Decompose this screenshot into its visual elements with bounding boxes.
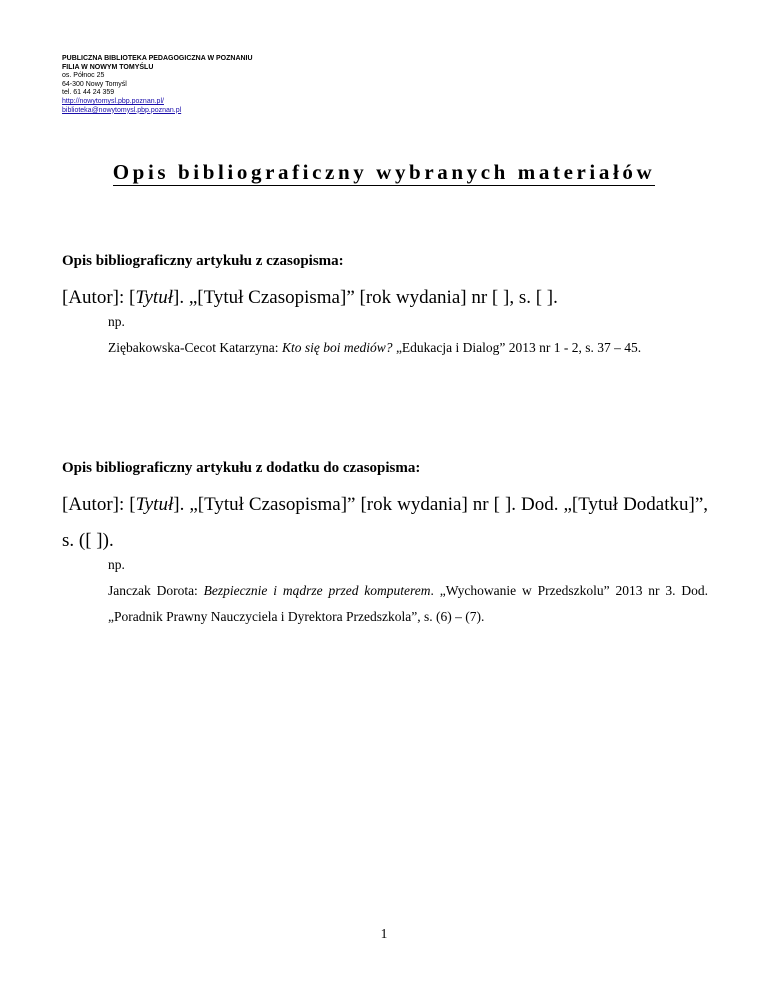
section2-pattern-post: ]. „[Tytuł Czasopisma]” [rok wydania] nr [ ]. Dod. „[Tytuł Dodatku]”, s. ([ ]). [62, 494, 709, 551]
section2-heading: Opis bibliograficzny artykułu z dodatku do czasopisma: [62, 460, 421, 476]
section2-pattern-pre: [Autor]: [ [62, 494, 136, 515]
page-title-wrapper [0, 160, 768, 185]
section1-example-title: Kto się boi mediów? [281, 340, 393, 355]
section2-pattern [62, 487, 708, 559]
website-link[interactable]: http://nowytomysl.pbp.poznan.pl/ [62, 97, 164, 105]
header-address-street: os. Północ 25 [62, 72, 105, 80]
email-link[interactable]: biblioteka@nowytomysl.pbp.poznan.pl [62, 106, 182, 114]
section2-example-rest: . „Wychowanie w Przedszkolu” 2013 nr 3. Dod. „Poradnik Prawny Nauczyciela i Dyrektora Przedszkola”, s. (6) – (7). [108, 583, 708, 624]
header-address-city: 64-300 Nowy Tomyśl [62, 80, 127, 88]
library-header [62, 55, 253, 115]
section1-pattern-pre: [Autor]: [ [62, 287, 136, 308]
page-title: Opis bibliograficzny wybranych materiałów [112, 160, 656, 184]
section1-heading: Opis bibliograficzny artykułu z czasopisma: [62, 253, 344, 269]
section2-pattern-italic: Tytuł [135, 494, 174, 515]
section2-example-title: Bezpiecznie i mądrze przed komputerem [203, 583, 431, 598]
section2-example [108, 578, 708, 630]
section1-pattern-italic: Tytuł [135, 287, 173, 308]
header-library-name: PUBLICZNA BIBLIOTEKA PEDAGOGICZNA W POZNANIU [62, 55, 253, 62]
section2-np-label: np. [108, 557, 125, 572]
header-branch-name: FILIA W NOWYM TOMYŚLU [62, 63, 154, 71]
section1-pattern-post: ]. „[Tytuł Czasopisma]” [rok wydania] nr [ ], s. [ ]. [173, 287, 558, 308]
header-phone: tel. 61 44 24 359 [62, 89, 115, 97]
section1-example-author: Ziębakowska-Cecot Katarzyna: [108, 340, 282, 355]
section1-np-label: np. [108, 314, 125, 329]
section1-example [108, 335, 708, 361]
section2-example-author: Janczak Dorota: [108, 583, 204, 598]
section1-example-rest: „Edukacja i Dialog” 2013 nr 1 - 2, s. 37 – 45. [392, 340, 642, 355]
page-number: 1 [380, 926, 388, 941]
